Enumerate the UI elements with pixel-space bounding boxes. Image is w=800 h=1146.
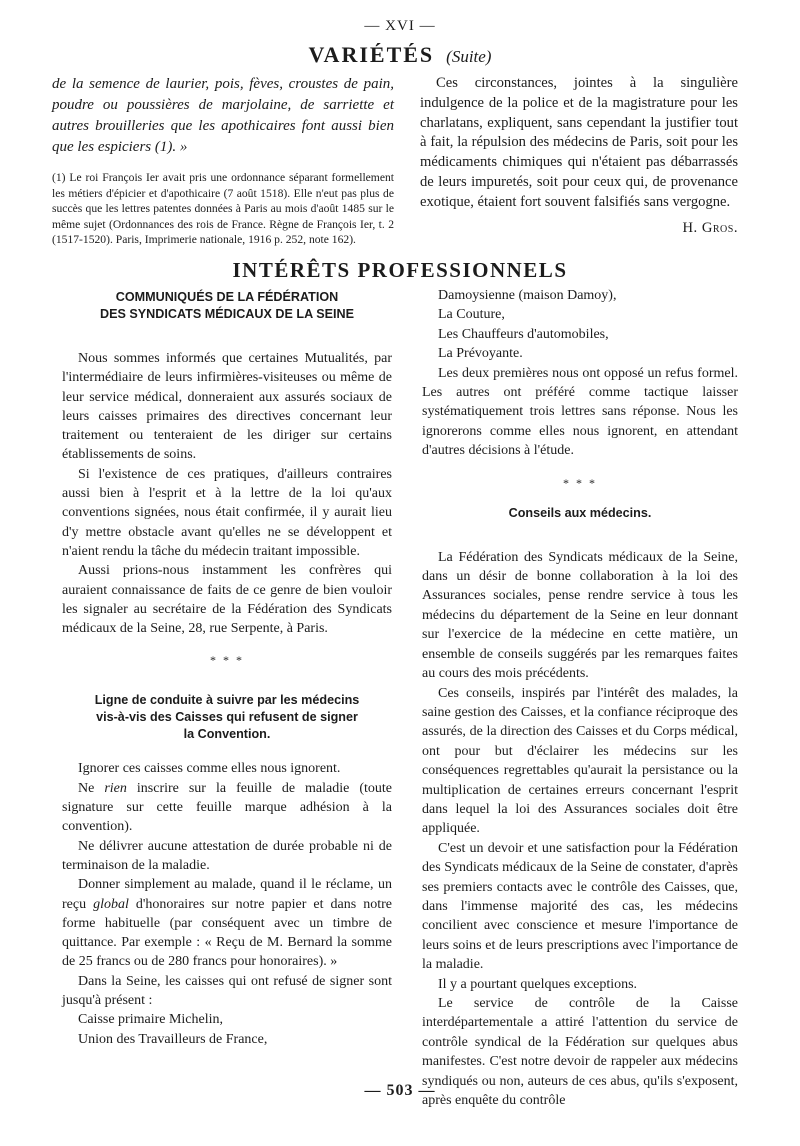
paragraph: La Fédération des Syndicats médicaux de la Seine, dans un désir de bonne collaboration à la loi des Assurances sociales, pense rendre service à tous les médecins du département de la Seine en leur donnant sur l'exercice de la médecine en cette matière, un ensemble de conseils suggérés par les remarques faites au cours des mois précédents.: [422, 549, 738, 682]
paragraph: Dans la Seine, les caisses qui ont refusé de signer sont jusqu'à présent :: [62, 973, 392, 1009]
page-number: — 503 —: [364, 1082, 436, 1099]
federation-heading-line: COMMUNIQUÉS DE LA FÉDÉRATION: [115, 290, 339, 304]
list-item: La Prévoyante.: [438, 346, 523, 362]
varietes-left-column: [52, 74, 394, 248]
section-title-interets: INTÉRÊTS PROFESSIONNELS: [232, 258, 568, 282]
list-item: Caisse primaire Michelin,: [78, 1012, 224, 1028]
list-item: Union des Travailleurs de France,: [78, 1031, 268, 1047]
varietes-paragraph: Ces circonstances, jointes à la singulière indulgence de la police et de la magistrature pour les charlatans, expliquent, sans cependant la justifier tout à fait, la répulsion des médecins de Paris, soit pour les médicaments chimiques qui n'étaient pas débarrassés de leurs impuretés, soit pour ceux qui, de provenance exotique, étaient fort souvent falsifiés sans vergogne.: [420, 75, 738, 210]
paragraph: Ne rien inscrire sur la feuille de maladie (toute signature sur cette feuille marque adhésion à la convention).: [62, 780, 392, 835]
varietes-title: VARIÉTÉS: [308, 42, 435, 67]
page-number-roman: — XVI —: [364, 18, 436, 34]
paragraph: Le service de contrôle de la Caisse interdépartementale a attiré l'attention du service de contrôle syndical de la Fédération sur quelques abus manifestes. C'est notre devoir de rappeler aux médecins syndiqués ou non, auteurs de ces abus, qu'ils s'exposent, après enquête du contrôle: [422, 996, 738, 1109]
varietes-heading: [0, 42, 800, 68]
conseils-heading: Conseils aux médecins.: [508, 505, 652, 520]
varietes-footnote: (1) Le roi François Ier avait pris une ordonnance séparant formellement les métiers d'épicier et d'apothicaire (7 août 1518). Elle n'eut pas plus de succès que les lettres patentes données à Paris au mois d'août 1485 sur le même sujet (Ordonnances des rois de France. Règne de François Ier, t. 2 (1517-1520). Paris, Imprimerie nationale, 1916 p. 252, note 162).: [52, 171, 394, 247]
paragraph: Il y a pourtant quelques exceptions.: [438, 976, 638, 992]
conduite-heading-line: Ligne de conduite à suivre par les médecins: [94, 693, 360, 708]
varietes-quote-end: de la semence de laurier, pois, fèves, croustes de pain, poudre ou poussières de marjolaine, de sarriette et autres brouilleries que les apothicaires font aussi bien que les espiciers (1). »: [52, 76, 394, 155]
conduite-heading: [62, 692, 392, 743]
conduite-heading-line: vis-à-vis des Caisses qui refusent de signer: [96, 710, 358, 725]
federation-heading: [62, 289, 392, 323]
section-separator: * * *: [563, 475, 597, 490]
paragraph: Donner simplement au malade, quand il le réclame, un reçu global d'honoraires sur notre papier et dans notre forme habituelle (par conséquent avec un timbre de quittance. Par exemple : « Reçu de M. Bernard la somme de 25 francs ou de 280 francs pour honoraires). »: [62, 877, 392, 970]
author-signature: H. Gros.: [682, 219, 738, 236]
emphasis: global: [93, 896, 129, 912]
paragraph: Ignorer ces caisses comme elles nous ignorent.: [78, 761, 341, 777]
varietes-suite: (Suite): [446, 47, 492, 66]
paragraph: C'est un devoir et une satisfaction pour la Fédération des Syndicats médicaux de la Seine de constater, d'après ses premiers contacts avec le contrôle des Caisses, que, dans l'immense majorité des cas, les médecins concilient avec conscience et mesure l'importance de leurs soins et de leurs prescriptions avec l'importance de la maladie.: [422, 840, 738, 973]
section-separator: * * *: [210, 653, 244, 668]
emphasis: rien: [104, 780, 127, 796]
paragraph: Nous sommes informés que certaines Mutualités, par l'intermédiaire de leurs infirmières-visiteuses ou même de leur service médical, donneraient aux assurés sociaux de leurs caisses primaires des directives concernant leur traitement ou tenteraient de les diriger sur certains établissements de soins.: [62, 351, 392, 463]
interets-left-column: [62, 289, 392, 1049]
federation-heading-line: DES SYNDICATS MÉDICAUX DE LA SEINE: [99, 307, 354, 321]
list-item: Les Chauffeurs d'automobiles,: [438, 326, 609, 342]
paragraph: Les deux premières nous ont opposé un refus formel. Les autres ont préféré comme tactique laisser systématiquement trois lettres sans réponse. Nous les ignorerons comme elles nous ignorent, en attendant d'autres décisions à l'étude.: [422, 365, 738, 459]
paragraph: Ces conseils, inspirés par l'intérêt des malades, la saine gestion des Caisses, et la confiance réciproque des assurés, de la direction des Caisses et du Corps médical, ont pour but d'éclairer les médecins sur les conséquences regrettables qu'aurait la persistance ou la multiplication de certaines erreurs concernant l'esprit dans lequel la loi des Assurances sociales doit être appliquée.: [422, 685, 738, 837]
paragraph: Aussi prions-nous instamment les confrères qui auraient connaissance de faits de ce genre de bien vouloir les signaler au secrétaire de la Fédération des Syndicats médicaux de la Seine, 28, rue Serpente, à Paris.: [62, 563, 392, 637]
paragraph: Ne délivrer aucune attestation de durée probable ni de terminaison de la maladie.: [62, 838, 392, 873]
list-item: La Couture,: [438, 307, 505, 323]
interets-right-column: [422, 286, 738, 1110]
list-item: Damoysienne (maison Damoy),: [438, 288, 617, 303]
conduite-heading-line: la Convention.: [183, 727, 271, 742]
varietes-right-column: [420, 74, 738, 238]
paragraph: Si l'existence de ces pratiques, d'ailleurs contraires aussi bien à l'esprit et à la lettre de la loi qu'aux conventions signées, nous était confirmée, il y aurait lieu d'y mettre obstacle avant qu'elles ne se développent et n'aient rendu la tâche du médecin traitant impossible.: [62, 466, 392, 559]
